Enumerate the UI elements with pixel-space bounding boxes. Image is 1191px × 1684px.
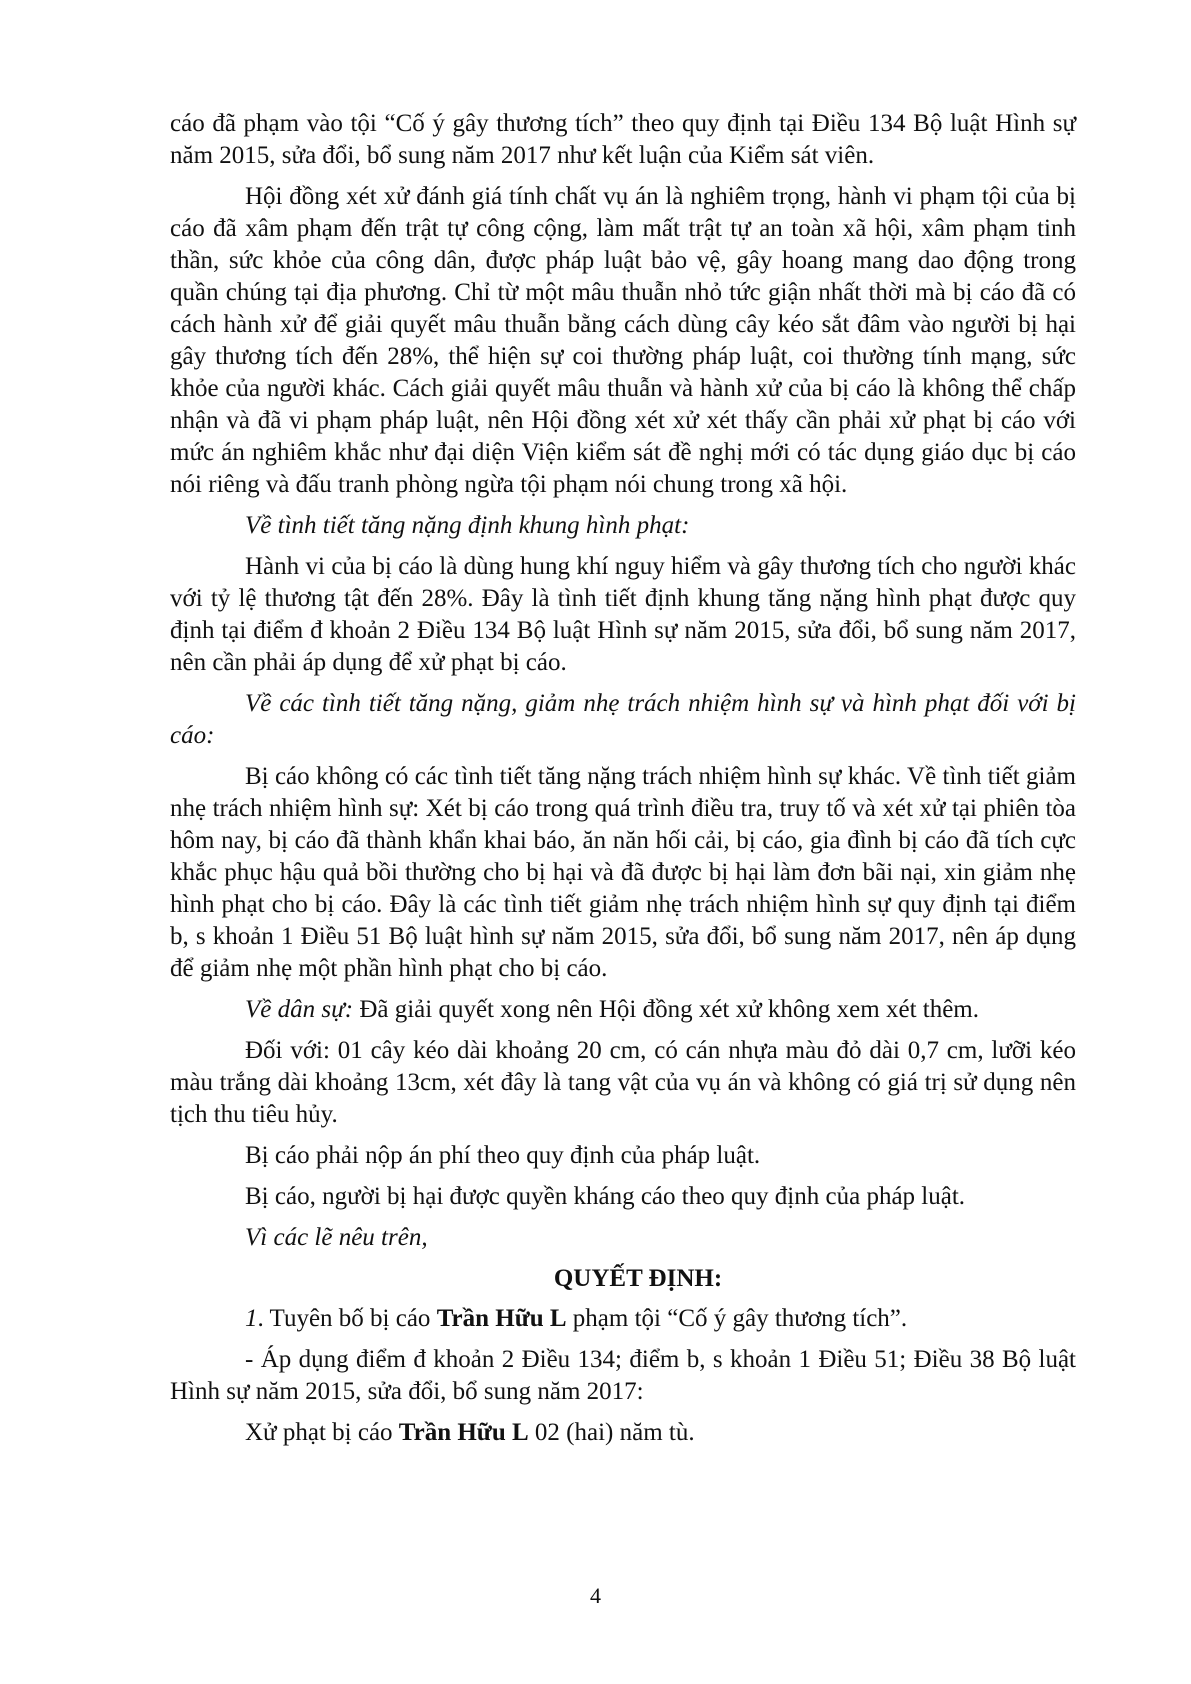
paragraph-court-fee: Bị cáo phải nộp án phí theo quy định của pháp luật.: [245, 1142, 761, 1169]
subheading-aggravating-mitigating: Về các tình tiết tăng nặng, giảm nhẹ trách nhiệm hình sự và hình phạt đối với bị cáo:: [170, 690, 1076, 749]
verdict-number: 1: [245, 1305, 258, 1332]
verdict-text-a: . Tuyên bố bị cáo: [257, 1305, 437, 1332]
paragraph-aggravating-frame: Hành vi của bị cáo là dùng hung khí nguy hiểm và gây thương tích cho người khác với tỷ lệ thương tật đến 28%. Đây là tình tiết định khung tăng nặng hình phạt được quy định tại điểm đ khoản 2 Điều 134 Bộ luật Hình sự năm 2015, sửa đổi, bổ sung năm 2017, nên cần phải áp dụng để xử phạt bị cáo.: [170, 553, 1076, 676]
paragraph-conclusion: cáo đã phạm vào tội “Cố ý gây thương tích” theo quy định tại Điều 134 Bộ luật Hình sự năm 2015, sửa đổi, bổ sung năm 2017 như kết luận của Kiểm sát viên.: [170, 110, 1076, 169]
sentence-text-a: Xử phạt bị cáo: [245, 1419, 399, 1446]
document-body: [170, 108, 1076, 1458]
decision-heading: QUYẾT ĐỊNH:: [553, 1265, 723, 1292]
sentence-text-b: 02 (hai) năm tù.: [528, 1419, 695, 1446]
verdict-text-b: phạm tội “Cố ý gây thương tích”.: [566, 1305, 908, 1332]
civil-text: Đã giải quyết xong nên Hội đồng xét xử không xem xét thêm.: [353, 996, 980, 1023]
defendant-name-sentence: Trần Hữu L: [398, 1419, 529, 1446]
paragraph-applied-articles: - Áp dụng điểm đ khoản 2 Điều 134; điểm b, s khoản 1 Điều 51; Điều 38 Bộ luật Hình sự năm 2015, sửa đổi, bổ sung năm 2017:: [170, 1346, 1076, 1405]
paragraph-mitigating: Bị cáo không có các tình tiết tăng nặng trách nhiệm hình sự khác. Về tình tiết giảm nhẹ trách nhiệm hình sự: Xét bị cáo trong quá trình điều tra, truy tố và xét xử tại phiên tòa hôm nay, bị cáo đã thành khẩn khai báo, ăn năn hối cải, bị cáo, gia đình bị cáo đã tích cực khắc phục hậu quả bồi thường cho bị hại và đã được bị hại làm đơn bãi nại, xin giảm nhẹ hình phạt cho bị cáo. Đây là các tình tiết giảm nhẹ trách nhiệm hình sự quy định tại điểm b, s khoản 1 Điều 51 Bộ luật hình sự năm 2015, sửa đổi, bổ sung năm 2017, nên áp dụng để giảm nhẹ một phần hình phạt cho bị cáo.: [170, 763, 1076, 982]
paragraph-reasons: Vì các lẽ nêu trên,: [245, 1224, 428, 1251]
civil-label: Về dân sự:: [245, 996, 354, 1023]
defendant-name: Trần Hữu L: [436, 1305, 567, 1332]
paragraph-assessment: Hội đồng xét xử đánh giá tính chất vụ án là nghiêm trọng, hành vi phạm tội của bị cáo đã xâm phạm đến trật tự công cộng, làm mất trật tự an toàn xã hội, xâm phạm tinh thần, sức khỏe của công dân, được pháp luật bảo vệ, gây hoang mang dao động trong quần chúng tại địa phương. Chỉ từ một mâu thuẫn nhỏ tức giận nhất thời mà bị cáo đã có cách hành xử để giải quyết mâu thuẫn bằng cách dùng cây kéo sắt đâm vào người bị hại gây thương tích đến 28%, thể hiện sự coi thường pháp luật, coi thường tính mạng, sức khỏe của người khác. Cách giải quyết mâu thuẫn và hành xử của bị cáo là không thể chấp nhận và đã vi phạm pháp luật, nên Hội đồng xét xử xét thấy cần phải xử phạt bị cáo với mức án nghiêm khắc như đại diện Viện kiểm sát đề nghị mới có tác dụng giáo dục bị cáo nói riêng và đấu tranh phòng ngừa tội phạm nói chung trong xã hội.: [170, 183, 1076, 498]
paragraph-civil: [170, 994, 1076, 1026]
page-number: 4: [590, 1583, 601, 1608]
paragraph-evidence: Đối với: 01 cây kéo dài khoảng 20 cm, có cán nhựa màu đỏ dài 0,7 cm, lưỡi kéo màu trắng dài khoảng 13cm, xét đây là tang vật của vụ án và không có giá trị sử dụng nên tịch thu tiêu hủy.: [170, 1037, 1076, 1128]
subheading-aggravating-frame: Về tình tiết tăng nặng định khung hình phạt:: [245, 512, 690, 539]
paragraph-sentence: [170, 1417, 1076, 1449]
paragraph-appeal-right: Bị cáo, người bị hại được quyền kháng cáo theo quy định của pháp luật.: [245, 1183, 966, 1210]
paragraph-verdict: [170, 1303, 1076, 1335]
